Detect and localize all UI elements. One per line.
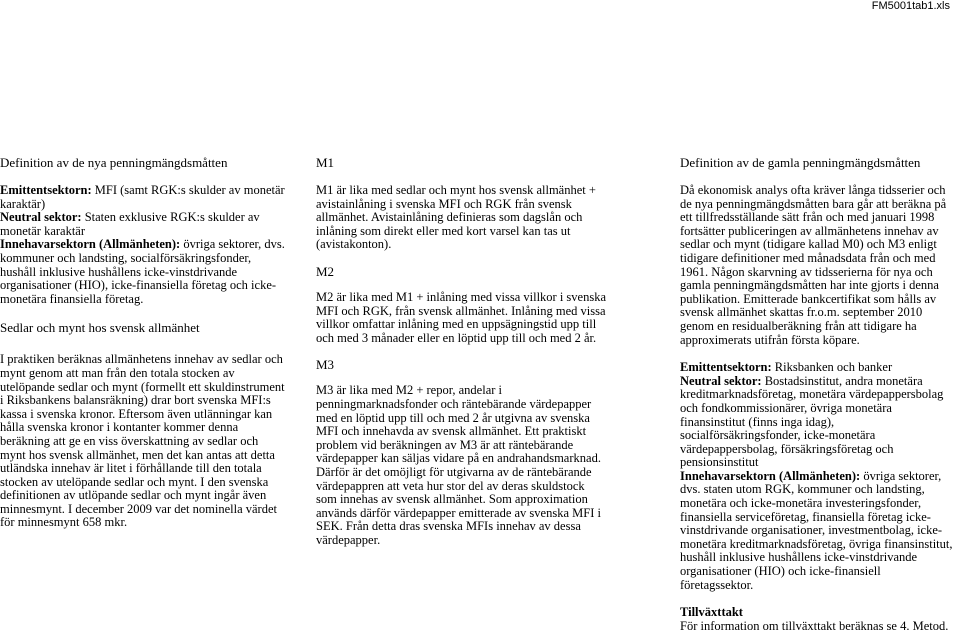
old-neutral-label: Neutral sektor: <box>680 373 762 388</box>
innehavar-label: Innehavarsektorn (Allmänheten): <box>0 237 181 252</box>
new-definitions-column <box>0 155 285 530</box>
tillvaxt-text: För information om tillväxttakt beräknas se 4. Metod. <box>680 618 949 633</box>
m2-text: M2 är lika med M1 + inlåning med vissa villkor i svenska MFI och RGK, från svensk allmänhet. Inlåning med vissa villkor omfattar inlåning med en uppsägningstid upp till och med 3 månader eller en löptid upp till och med 2 år. <box>316 289 606 345</box>
old-innehavar-label: Innehavarsektorn (Allmänheten): <box>680 468 861 483</box>
innehavar-paragraph <box>0 238 285 306</box>
old-intro-text: Då ekonomisk analys ofta kräver långa tidsserier och de nya penningmängdsmåtten bara går att beräkna på ett tillfredsställande sätt från och med januari 1998 fortsätter publiceringen av allmänhetens innehav av sedlar och mynt (tidigare kallad M0) och M3 enligt tidigare definitioner med månadsdata från och med 1961. Någon skarvning av tidsserierna för nya och gamla penningmängdsmåtten har inte gjorts i denna publikation. Emitterade bankcertifikat som hålls av svensk allmänhet skattas fr.o.m. september 2010 genom en residualberäkning från att tidigare ha approximerats utifrån första köpare. <box>680 183 947 347</box>
old-emittent-paragraph <box>680 361 956 375</box>
sedlar-text: I praktiken beräknas allmänhetens innehav av sedlar och mynt genom att man från den totala stocken av utelöpande sedlar och mynt (formellt ett skuldinstrument i Riksbankens balansräkning) drar bort svenska MFI:s kassa i svenska kronor. Eftersom även utlänningar kan hålla svenska kronor i kontanter kommer denna beräkning att ge en viss överskattning av sedlar och mynt hos svensk allmänhet, men det kan antas att detta utländska innehav är litet i förhållande till den totala stocken av utelöpande sedlar och mynt. I den svenska definitionen av utlöpande sedlar och mynt ingår även minnesmynt. I december 2009 var det nominella värdet för minnesmynt 658 mkr. <box>0 352 285 530</box>
old-innehavar-text: övriga sektorer, dvs. staten utom RGK, kommuner och landsting, monetära och icke-monetära investeringsfonder, finansiella serviceföretag, finansiella företag icke-vinstdrivande organisationer, investmentbolag, icke-monetära kreditmarknadsföretag, övriga finansinstitut, hushåll inklusive hushållens icke-vinstdrivande organisationer (HIO) och icke-finansiell företagssektor. <box>680 468 953 592</box>
old-innehavar-paragraph <box>680 470 956 592</box>
neutral-label: Neutral sektor: <box>0 210 82 225</box>
emittent-label: Emittentsektorn: <box>0 183 92 197</box>
old-emittent-label: Emittentsektorn: <box>680 360 772 375</box>
neutral-text: Staten exklusive RGK:s skulder av monetär karaktär <box>0 210 260 238</box>
file-name-label: FM5001tab1.xls <box>871 0 950 12</box>
sedlar-title: Sedlar och mynt hos svensk allmänhet <box>0 320 200 336</box>
m1-title: M1 <box>316 155 335 170</box>
innehavar-text: övriga sektorer, dvs. kommuner och landsting, socialförsäkringsfonder, hushåll inklusive hushållens icke-vinstdrivande organisationer (HIO), icke-finansiella företag och icke-monetära finansiella företag. <box>0 237 285 306</box>
old-emittent-text: Riksbanken och banker <box>771 360 893 375</box>
old-neutral-paragraph <box>680 375 956 470</box>
old-neutral-text: Bostadsinstitut, andra monetära kreditmarknadsföretag, monetära värdepappersbolag och fondkommissionärer, övriga monetära finansinstitut (finns inga idag), socialförsäkringsfonder, icke-monetära värdepappersbolag, försäkringsföretag och pensionsinstitut <box>680 373 944 470</box>
new-definitions-title: Definition av de nya penningmängdsmåtten <box>0 155 228 170</box>
neutral-paragraph <box>0 211 285 238</box>
m3-title: M3 <box>316 357 335 373</box>
tillvaxt-title: Tillväxttakt <box>680 605 743 620</box>
old-definitions-column <box>680 155 956 633</box>
m1-text: M1 är lika med sedlar och mynt hos svensk allmänhet + avistainlåning i svenska MFI och RGK från svensk allmänhet. Avistainlåning definieras som dagslån och inlåning som direkt eller med kort varsel kan tas ut (avistakonton). <box>316 183 596 252</box>
m2-title: M2 <box>316 263 335 279</box>
old-definitions-title: Definition av de gamla penningmängdsmåtten <box>680 155 921 170</box>
emittent-text: MFI (samt RGK:s skulder av monetär karaktär) <box>0 183 285 211</box>
m3-text: M3 är lika med M2 + repor, andelar i penningmarknadsfonder och räntebärande värdepapper med en löptid upp till och med 2 år utgivna av svenska MFI och innehavda av svensk allmänhet. Ett praktiskt problem vid beräkningen av M3 är att räntebärande värdepapper kan säljas vidare på en andrahandsmarknad. Därför är det omöjligt för utgivarna av de räntebärande värdepappren att veta hur stor del av deras skuldstock som innehas av svensk allmänhet. Som approximation används därför värdepapper emitterade av svenska MFI i SEK. Från detta dras svenska MFIs innehav av dessa värdepapper. <box>316 383 601 547</box>
measures-column <box>316 155 606 547</box>
emittent-paragraph <box>0 184 285 211</box>
